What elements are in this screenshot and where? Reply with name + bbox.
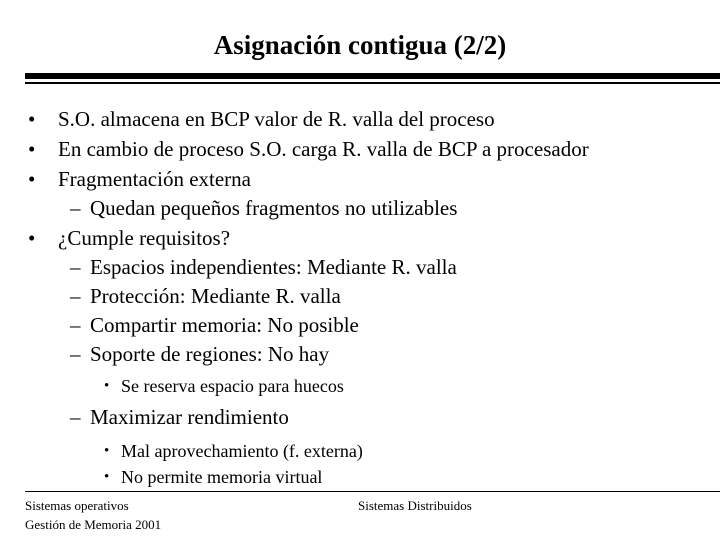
dash-marker: –	[70, 196, 81, 220]
sub-bullet-text: Protección: Mediante R. valla	[90, 284, 341, 308]
sub-bullet-text: Maximizar rendimiento	[90, 405, 289, 429]
sub-bullet-item	[28, 340, 718, 369]
bullet-marker: •	[28, 137, 36, 161]
title-rule-thin	[25, 82, 720, 84]
footer-topic: Gestión de Memoria 2001	[25, 517, 162, 532]
bullet-text: ¿Cumple requisitos?	[58, 226, 231, 250]
slide-title: Asignación contigua (2/2)	[213, 30, 507, 60]
sub-bullet-item	[28, 282, 718, 311]
footer-course: Sistemas operativos	[25, 498, 129, 513]
bullet-list	[28, 104, 718, 490]
footer-center: Sistemas Distribuidos	[358, 498, 472, 513]
sub-sub-bullet-text: Mal aprovechamiento (f. externa)	[121, 441, 363, 461]
sub-sub-bullet-text: No permite memoria virtual	[121, 467, 323, 487]
sub-bullet-item	[28, 253, 718, 282]
footer-rule	[25, 491, 720, 492]
bullet-text: Fragmentación externa	[58, 167, 251, 191]
sub-bullet-text: Soporte de regiones: No hay	[90, 342, 330, 366]
small-bullet-marker: •	[104, 443, 110, 459]
bullet-item	[28, 164, 718, 194]
sub-sub-bullet-text: Se reserva espacio para huecos	[121, 376, 344, 396]
bullet-item	[28, 104, 718, 134]
dash-marker: –	[70, 313, 81, 337]
sub-bullet-text: Espacios independientes: Mediante R. valla	[90, 255, 457, 279]
sub-sub-bullet-item	[28, 464, 718, 490]
dash-marker: –	[70, 342, 81, 366]
sub-bullet-item	[28, 403, 718, 432]
bullet-marker: •	[28, 226, 36, 250]
sub-bullet-item	[28, 194, 718, 223]
sub-bullet-text: Quedan pequeños fragmentos no utilizables	[90, 196, 458, 220]
small-bullet-marker: •	[104, 469, 110, 485]
dash-marker: –	[70, 255, 81, 279]
title-rule-thick	[25, 73, 720, 79]
bullet-marker: •	[28, 107, 36, 131]
sub-bullet-item	[28, 311, 718, 340]
sub-bullet-text: Compartir memoria: No posible	[90, 313, 359, 337]
bullet-item	[28, 134, 718, 164]
sub-sub-bullet-item	[28, 373, 718, 399]
bullet-item	[28, 223, 718, 253]
dash-marker: –	[70, 284, 81, 308]
sub-sub-bullet-item	[28, 438, 718, 464]
bullet-text: En cambio de proceso S.O. carga R. valla de BCP a procesador	[58, 137, 589, 161]
bullet-text: S.O. almacena en BCP valor de R. valla del proceso	[58, 107, 495, 131]
footer-left	[25, 496, 161, 534]
small-bullet-marker: •	[104, 378, 110, 394]
dash-marker: –	[70, 405, 81, 429]
bullet-marker: •	[28, 167, 36, 191]
